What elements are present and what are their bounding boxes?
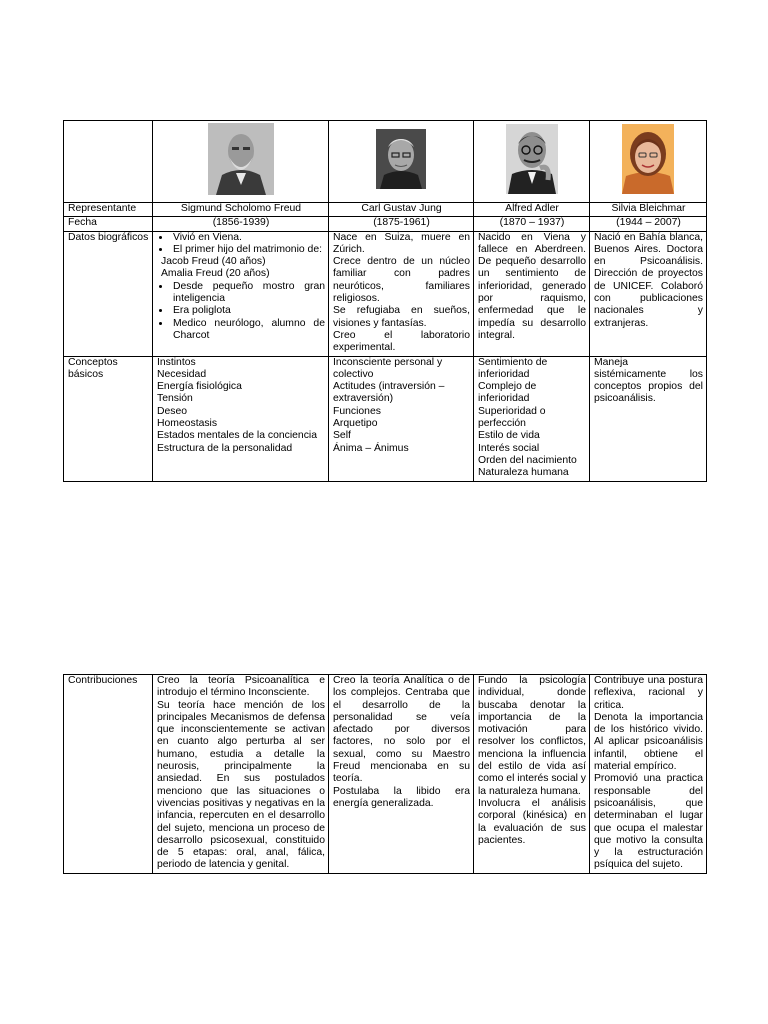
row-label-representante: Representante bbox=[64, 203, 153, 217]
adler-portrait-image bbox=[506, 124, 558, 194]
concept-item: Ánima – Ánimus bbox=[333, 442, 409, 454]
contrib-paragraph: Creo la teoría Psicoanalítica e introdujo el término Inconsciente. bbox=[157, 675, 325, 699]
rep-adler: Alfred Adler bbox=[474, 203, 590, 217]
contrib-paragraph: Contribuye una postura reflexiva, racional y critica. bbox=[594, 675, 703, 711]
bio-freud-item: • Vivió en Viena. bbox=[171, 232, 325, 244]
concept-item: Estados mentales de la conciencia bbox=[157, 430, 317, 442]
contrib-freud bbox=[153, 675, 329, 874]
empty-header-cell bbox=[64, 121, 153, 203]
bio-jung-line: Se refugiaba en sueños, visiones y fantasías. bbox=[333, 305, 470, 329]
date-freud: (1856-1939) bbox=[153, 217, 329, 231]
concept-item: Sentimiento de inferioridad bbox=[478, 356, 548, 380]
bio-freud-parent: Amalia Freud (20 años) bbox=[161, 268, 270, 280]
bleichmar-portrait-image bbox=[622, 124, 674, 194]
concept-item: Homeostasis bbox=[157, 418, 218, 430]
concept-item: Naturaleza humana bbox=[478, 467, 569, 479]
rep-freud: Sigmund Scholomo Freud bbox=[153, 203, 329, 217]
bio-freud-item: • El primer hijo del matrimonio de: bbox=[171, 244, 325, 256]
date-bleichmar: (1944 – 2007) bbox=[590, 217, 707, 231]
contrib-paragraph: Fundo la psicología individual, donde buscaba denotar la importancia de la motivación para resolver los conflictos, menciona la influencia del estilo de vida así como el interés social y la naturaleza humana. bbox=[478, 675, 586, 797]
concepts-adler bbox=[474, 356, 590, 481]
concept-item: Instintos bbox=[157, 356, 196, 368]
concepts-bleichmar: Maneja sistémicamente los conceptos propios del psicoanálisis. bbox=[590, 356, 707, 481]
contrib-adler bbox=[474, 675, 590, 874]
row-label-contribuciones: Contribuciones bbox=[64, 675, 153, 874]
concept-item: Estilo de vida bbox=[478, 430, 540, 442]
concept-item: Necesidad bbox=[157, 368, 207, 380]
contribuciones-row bbox=[64, 675, 707, 874]
concepts-freud bbox=[153, 356, 329, 481]
contrib-paragraph: Promovió una practica responsable del psicoanálisis, que determinaban el lugar que ocupa el malestar que motivo la consulta y la estructuración psíquica del sujeto. bbox=[594, 773, 703, 871]
concept-item: Orden del nacimiento bbox=[478, 454, 577, 466]
bio-jung-line: Creo el laboratorio experimental. bbox=[333, 329, 470, 354]
concept-item: Deseo bbox=[157, 405, 188, 417]
bio-bleichmar: Nació en Bahía blanca, Buenos Aires. Doctora en Psicoanálisis. Dirección de proyectos de UNICEF. Colaboró con publicaciones nacionales y extranjeras. bbox=[590, 231, 707, 356]
concept-item: Actitudes (intraversión – extraversión) bbox=[333, 381, 445, 405]
contrib-paragraph: Denota la importancia de los histórico vivido. Al aplicar psicoanálisis infantil, obtiene el material empírico. bbox=[594, 711, 703, 773]
bio-freud-item: • Desde pequeño mostro gran inteligencia bbox=[171, 281, 325, 306]
date-adler: (1870 – 1937) bbox=[474, 217, 590, 231]
bio-freud bbox=[153, 231, 329, 356]
contrib-bleichmar bbox=[590, 675, 707, 874]
concept-item: Self bbox=[333, 430, 351, 442]
bio-jung-line: Crece dentro de un núcleo familiar con padres neuróticos, familiares religiosos. bbox=[333, 256, 470, 305]
comparison-table bbox=[63, 120, 707, 482]
concept-item: Tensión bbox=[157, 393, 193, 405]
photo-row bbox=[64, 121, 707, 203]
jung-photo-cell bbox=[329, 121, 474, 203]
date-jung: (1875-1961) bbox=[329, 217, 474, 231]
contrib-paragraph: Creo la teoría Analítica o de los complejos. Centraba que el desarrollo de la personalidad se veía afectado por diversos factores, no solo por el sexual, como su Maestro Freud mencionaba en su teoría. bbox=[333, 675, 470, 785]
concept-item: Interés social bbox=[478, 442, 540, 454]
concept-item: Arquetipo bbox=[333, 418, 378, 430]
concepts-jung bbox=[329, 356, 474, 481]
row-label-fecha: Fecha bbox=[64, 217, 153, 231]
bio-jung-line: Nace en Suiza, muere en Zúrich. bbox=[333, 231, 470, 255]
concept-item: Complejo de inferioridad bbox=[478, 381, 537, 405]
jung-portrait-image bbox=[376, 129, 426, 189]
row-label-conceptos: Conceptos básicos bbox=[64, 356, 153, 481]
concept-item: Estructura de la personalidad bbox=[157, 442, 293, 454]
freud-photo-cell bbox=[153, 121, 329, 203]
contrib-jung bbox=[329, 675, 474, 874]
bio-freud-item: • Era poliglota bbox=[171, 305, 325, 317]
contrib-paragraph: Postulaba la libido era energía generalizada. bbox=[333, 785, 470, 809]
fecha-row bbox=[64, 217, 707, 231]
rep-bleichmar: Silvia Bleichmar bbox=[590, 203, 707, 217]
contrib-paragraph: Su teoría hace mención de los principales Mecanismos de defensa que inconscientemente se activan en cuanto algo perturba al ser humano, estudia a detalle la neurosis, principalmente la ansiedad. En sus postulados menciono que las situaciones o vivencias positivas y negativas en la infancia, repercuten en el desarrollo del sujeto, menciona un proceso de desarrollo psicosexual, constituido de 5 etapas: oral, anal, fálica, periodo de latencia y genital. bbox=[157, 699, 325, 871]
bio-adler: Nacido en Viena y fallece en Aberdreen. De pequeño desarrollo un sentimiento de inferioridad, generado por raquismo, enfermedad que le impedía su desarrollo integral. bbox=[474, 231, 590, 356]
concept-item: Energía fisiológica bbox=[157, 381, 242, 393]
bleichmar-photo-cell bbox=[590, 121, 707, 203]
freud-portrait-image bbox=[208, 123, 274, 195]
representante-row bbox=[64, 203, 707, 217]
concept-item: Funciones bbox=[333, 405, 381, 417]
row-label-datos: Datos biográficos bbox=[64, 231, 153, 356]
datos-row bbox=[64, 231, 707, 356]
bio-freud-parent: Jacob Freud (40 años) bbox=[161, 256, 266, 268]
bio-freud-item: • Medico neurólogo, alumno de Charcot bbox=[171, 318, 325, 343]
concept-item: Superioridad o perfección bbox=[478, 405, 546, 430]
rep-jung: Carl Gustav Jung bbox=[329, 203, 474, 217]
bio-jung bbox=[329, 231, 474, 356]
adler-photo-cell bbox=[474, 121, 590, 203]
contrib-paragraph: Involucra el análisis corporal (kinésica) en la evaluación de sus pacientes. bbox=[478, 797, 586, 846]
conceptos-row bbox=[64, 356, 707, 481]
contributions-table bbox=[63, 674, 707, 874]
concept-item: Inconsciente personal y colectivo bbox=[333, 356, 443, 380]
